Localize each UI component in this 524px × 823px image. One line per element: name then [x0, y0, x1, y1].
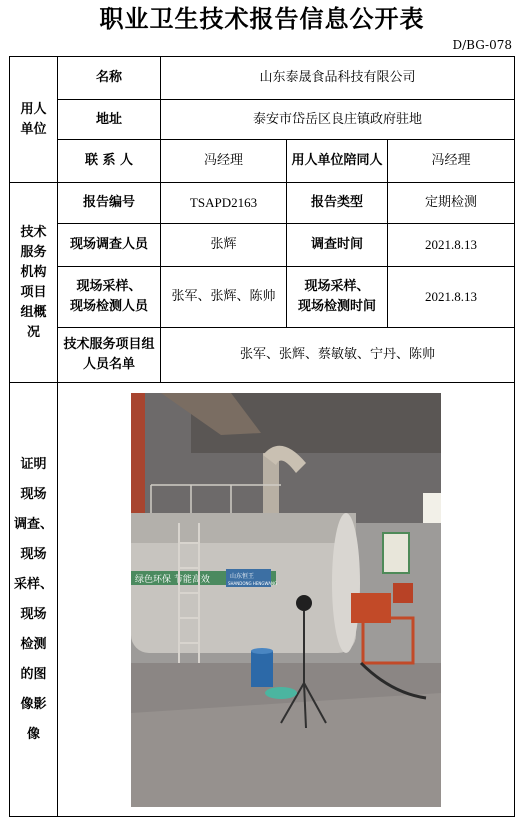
- members-value: 张军、张辉、蔡敏敏、宁丹、陈帅: [161, 328, 515, 383]
- sampling-time-value: 2021.8.13: [388, 267, 515, 328]
- report-no-label: 报告编号: [58, 183, 161, 224]
- info-table: [9, 56, 515, 817]
- company-name: 山东泰晟食品科技有限公司: [161, 57, 515, 100]
- report-no-value: TSAPD2163: [161, 183, 287, 224]
- address-label: 地址: [58, 100, 161, 140]
- row-sampling: [10, 267, 515, 328]
- svg-text:绿色环保 节能高效: 绿色环保 节能高效: [135, 574, 210, 585]
- survey-staff-label: 现场调查人员: [58, 224, 161, 267]
- page-title: 职业卫生技术报告信息公开表: [99, 4, 425, 33]
- sampling-staff-label: 现场采样、 现场检测人员: [58, 267, 161, 328]
- company-address: 泰安市岱岳区良庄镇政府驻地: [161, 100, 515, 140]
- members-label: 技术服务项目组 人员名单: [58, 328, 161, 383]
- evidence-section-label: 证明 现场 调查、 现场 采样、 现场 检测 的图 像影 像: [10, 383, 58, 817]
- evidence-photo-cell: [58, 383, 515, 817]
- contact-value: 冯经理: [161, 140, 287, 183]
- svg-text:SHANDONG HENGWANG: SHANDONG HENGWANG: [228, 580, 278, 586]
- employer-section-label: 用人 单位: [10, 57, 58, 183]
- sampling-time-label: 现场采样、 现场检测时间: [287, 267, 388, 328]
- survey-time-label: 调查时间: [287, 224, 388, 267]
- report-type-value: 定期检测: [388, 183, 515, 224]
- name-label: 名称: [58, 57, 161, 100]
- survey-staff-value: 张辉: [161, 224, 287, 267]
- sampling-staff-value: 张军、张辉、陈帅: [161, 267, 287, 328]
- site-photo: [131, 393, 441, 807]
- report-type-label: 报告类型: [287, 183, 388, 224]
- row-name: [10, 57, 515, 100]
- svg-text:山东恒王: 山东恒王: [230, 572, 255, 580]
- row-members: [10, 328, 515, 383]
- document-code: D/BG-078: [452, 38, 512, 52]
- project-section-label: 技术 服务 机构 项目 组概 况: [10, 183, 58, 383]
- row-evidence: [10, 383, 515, 817]
- row-address: [10, 100, 515, 140]
- row-survey: [10, 224, 515, 267]
- escort-value: 冯经理: [388, 140, 515, 183]
- survey-time-value: 2021.8.13: [388, 224, 515, 267]
- boiler-room-photo: [131, 393, 441, 807]
- row-contact: [10, 140, 515, 183]
- contact-label: 联 系 人: [58, 140, 161, 183]
- row-report: [10, 183, 515, 224]
- escort-label: 用人单位陪同人: [287, 140, 388, 183]
